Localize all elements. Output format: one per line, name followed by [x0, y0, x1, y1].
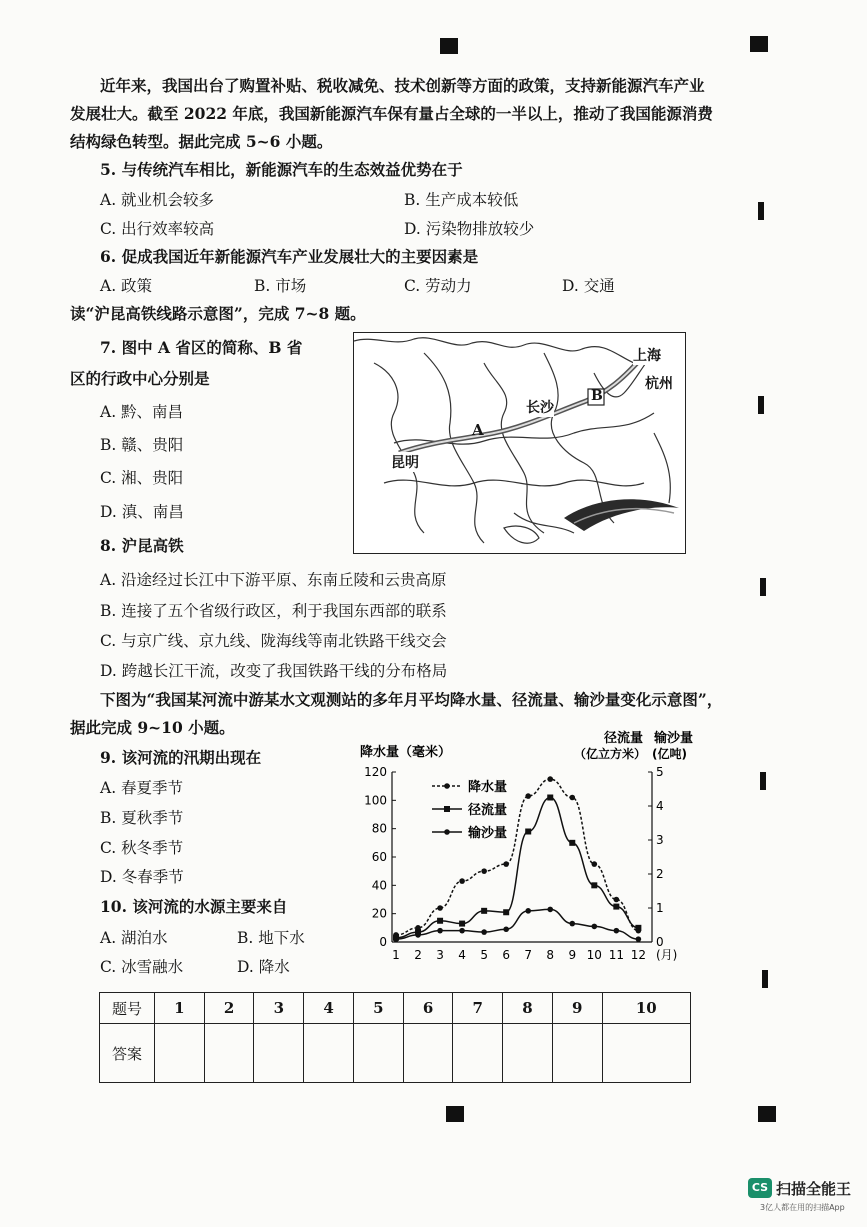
chart-tick-label-x: 2 [414, 948, 422, 962]
registration-mark [760, 578, 766, 596]
chart-tick-label-left: 80 [371, 821, 387, 836]
answer-cell[interactable] [204, 1024, 254, 1083]
chart-tick-label-x: 8 [546, 948, 555, 962]
question-5-option: A. 就业机会较多 [100, 191, 215, 209]
chart-legend-label: 径流量 [468, 803, 508, 818]
answer-cell[interactable] [304, 1024, 354, 1083]
chart-point [393, 936, 399, 942]
chart-intro: 下图为“我国某河流中游某水文观测站的多年月平均降水量、径流量、输沙量变化示意图”， [100, 690, 723, 709]
question-9-option: D. 冬春季节 [100, 868, 184, 886]
chart-tick-label-x: 10 [586, 948, 602, 962]
question-5-option: C. 出行效率较高 [100, 220, 215, 238]
chart-point [503, 861, 509, 867]
chart-point [459, 921, 465, 927]
chart-point [481, 929, 487, 935]
scanner-logo-text: CS [751, 1181, 769, 1194]
answer-table-answer-row [100, 1024, 691, 1083]
chart-ylabel-right2: 输沙量 [654, 731, 694, 746]
answer-cell[interactable] [353, 1024, 403, 1083]
answer-table-number: 9 [552, 993, 602, 1024]
answer-table-header-label: 题号 [100, 993, 155, 1024]
question-8-stem: 8. 沪昆高铁 [100, 536, 184, 555]
registration-mark [760, 772, 766, 790]
hydrology-chart-svg [340, 728, 710, 968]
chart-legend-marker [444, 829, 450, 835]
answer-table-number: 2 [204, 993, 254, 1024]
chart-point [569, 840, 575, 846]
answer-table-answer-label: 答案 [100, 1024, 155, 1083]
registration-mark [762, 970, 768, 988]
chart-point [614, 897, 620, 903]
chart-point [481, 908, 487, 914]
chart-point [437, 928, 443, 934]
answer-table-header-row [100, 993, 691, 1024]
question-5-option: D. 污染物排放较少 [404, 220, 535, 238]
question-6-option: D. 交通 [562, 277, 615, 295]
intro-line: 发展壮大。截至 2022 年底，我国新能源汽车保有量占全球的一半以上，推动了我国能源消费 [70, 104, 713, 123]
question-9-option: A. 春夏季节 [100, 779, 184, 797]
chart-tick-label-left: 20 [371, 906, 387, 921]
chart-point [547, 907, 553, 913]
question-7-option: B. 赣、贵阳 [100, 436, 184, 454]
intro-line: 结构绿色转型。据此完成 5~6 小题。 [70, 132, 333, 151]
question-5-stem: 5. 与传统汽车相比，新能源汽车的生态效益优势在于 [100, 160, 463, 179]
chart-tick-label-right: 4 [656, 799, 664, 813]
chart-point [437, 905, 443, 911]
chart-ylabel-right1: 径流量 [604, 731, 644, 746]
question-9-option: B. 夏秋季节 [100, 809, 184, 827]
chart-tick-label-left: 100 [364, 793, 387, 808]
chart-legend-label: 输沙量 [468, 826, 508, 841]
chart-legend-label: 降水量 [468, 780, 508, 795]
answer-cell[interactable] [602, 1024, 690, 1083]
chart-tick-label-left: 120 [364, 765, 387, 779]
chart-tick-label-x: 6 [502, 948, 510, 962]
answer-cell[interactable] [403, 1024, 453, 1083]
chart-x-unit: (月) [656, 948, 678, 962]
chart-point [525, 829, 531, 835]
answer-table-number: 8 [503, 993, 553, 1024]
registration-mark [750, 36, 768, 52]
chart-tick-label-x: 4 [458, 948, 466, 962]
chart-legend-marker [444, 806, 450, 812]
railway-map [353, 332, 686, 554]
chart-tick-label-x: 11 [608, 948, 624, 962]
question-10-stem: 10. 该河流的水源主要来自 [100, 897, 288, 916]
chart-point [481, 868, 487, 874]
question-8-option: A. 沿途经过长江中下游平原、东南丘陵和云贵高原 [100, 571, 447, 589]
map-label-hangzhou: 杭州 [645, 373, 673, 393]
registration-mark [758, 396, 764, 414]
registration-mark [446, 1106, 464, 1122]
chart-point [459, 878, 465, 884]
question-10-option: B. 地下水 [237, 929, 305, 947]
answer-cell[interactable] [155, 1024, 205, 1083]
chart-point [592, 861, 598, 867]
registration-mark [440, 38, 458, 54]
chart-point [547, 776, 553, 782]
chart-point [569, 921, 575, 927]
chart-ylabel-right2-unit: (亿吨) [652, 747, 687, 761]
chart-ylabel-left: 降水量（毫米） [360, 745, 452, 760]
question-9-option: C. 秋冬季节 [100, 839, 184, 857]
chart-tick-label-left: 0 [379, 935, 387, 949]
chart-series-line [396, 779, 638, 935]
chart-tick-label-x: 3 [436, 948, 444, 962]
intro-line: 近年来，我国出台了购置补贴、税收减免、技术创新等方面的政策，支持新能源汽车产业 [100, 76, 705, 95]
question-8-option: C. 与京广线、京九线、陇海线等南北铁路干线交会 [100, 632, 447, 650]
answer-table-number: 1 [155, 993, 205, 1024]
question-7-option: D. 滇、南昌 [100, 503, 184, 521]
answer-table-number: 10 [602, 993, 690, 1024]
railway-map-drawing [354, 333, 685, 553]
chart-tick-label-x: 1 [392, 948, 400, 962]
question-7-option: A. 黔、南昌 [100, 403, 184, 421]
chart-tick-label-x: 7 [524, 948, 533, 962]
chart-tick-label-right: 5 [656, 765, 664, 779]
question-10-option: A. 湖泊水 [100, 929, 168, 947]
chart-series-line [396, 798, 638, 938]
chart-tick-label-left: 60 [371, 850, 387, 864]
answer-cell[interactable] [254, 1024, 304, 1083]
map-label-b: B [591, 388, 603, 404]
question-7-stem: 区的行政中心分别是 [70, 369, 210, 388]
chart-intro: 据此完成 9~10 小题。 [70, 718, 235, 737]
map-label-shanghai: 上海 [633, 345, 661, 365]
chart-point [613, 904, 619, 910]
chart-point [636, 936, 642, 942]
chart-point [503, 909, 509, 915]
scanner-watermark [748, 1178, 858, 1218]
chart-point [592, 924, 598, 930]
map-label-kunming: 昆明 [391, 452, 419, 472]
question-6-option: A. 政策 [100, 277, 153, 295]
chart-tick-label-right: 3 [656, 833, 664, 847]
question-7-stem: 7. 图中 A 省区的简称、B 省 [100, 338, 303, 357]
answer-cell[interactable] [552, 1024, 602, 1083]
chart-point [591, 882, 597, 888]
chart-point [437, 918, 443, 924]
scanner-slogan: 3亿人都在用的扫描App [760, 1203, 845, 1212]
answer-table-number: 6 [403, 993, 453, 1024]
chart-point [614, 928, 620, 934]
hydrology-chart [340, 728, 710, 968]
answer-table-number: 3 [254, 993, 304, 1024]
question-6-option: B. 市场 [254, 277, 307, 295]
chart-tick-label-x: 12 [630, 948, 647, 962]
answer-table-number: 7 [453, 993, 503, 1024]
chart-ylabel-right1-unit: （亿立方米） [574, 747, 647, 761]
registration-mark [758, 202, 764, 220]
question-8-option: D. 跨越长江干流，改变了我国铁路干线的分布格局 [100, 662, 448, 680]
chart-tick-label-left: 40 [371, 878, 387, 893]
chart-tick-label-x: 5 [480, 948, 488, 962]
answer-table-number: 4 [304, 993, 354, 1024]
answer-cell[interactable] [453, 1024, 503, 1083]
scanner-brand: 扫描全能王 [776, 1180, 852, 1198]
question-9-stem: 9. 该河流的汛期出现在 [100, 748, 262, 767]
chart-point [459, 928, 465, 934]
chart-point [635, 925, 641, 931]
chart-legend-marker [444, 783, 450, 789]
chart-point [547, 795, 553, 801]
map-intro: 读“沪昆高铁线路示意图”，完成 7~8 题。 [70, 304, 366, 323]
question-6-stem: 6. 促成我国近年新能源汽车产业发展壮大的主要因素是 [100, 247, 479, 266]
question-10-option: D. 降水 [237, 958, 290, 976]
map-label-changsha: 长沙 [526, 397, 554, 417]
map-label-a: A [472, 421, 484, 439]
chart-point [525, 793, 531, 799]
answer-table-number: 5 [353, 993, 403, 1024]
chart-tick-label-x: 9 [568, 948, 577, 962]
chart-point [569, 795, 575, 801]
chart-point [503, 926, 509, 932]
chart-point [415, 932, 421, 938]
scanner-logo-icon [748, 1178, 772, 1198]
question-10-option: C. 冰雪融水 [100, 958, 184, 976]
question-6-option: C. 劳动力 [404, 277, 472, 295]
chart-tick-label-right: 2 [656, 867, 664, 881]
chart-tick-label-right: 0 [656, 935, 664, 949]
chart-point [525, 908, 531, 914]
question-5-option: B. 生产成本较低 [404, 191, 519, 209]
registration-mark [758, 1106, 776, 1122]
answer-table [99, 992, 691, 1083]
chart-tick-label-right: 1 [656, 901, 664, 915]
answer-cell[interactable] [503, 1024, 553, 1083]
question-8-option: B. 连接了五个省级行政区，利于我国东西部的联系 [100, 602, 447, 620]
question-7-option: C. 湘、贵阳 [100, 469, 184, 487]
